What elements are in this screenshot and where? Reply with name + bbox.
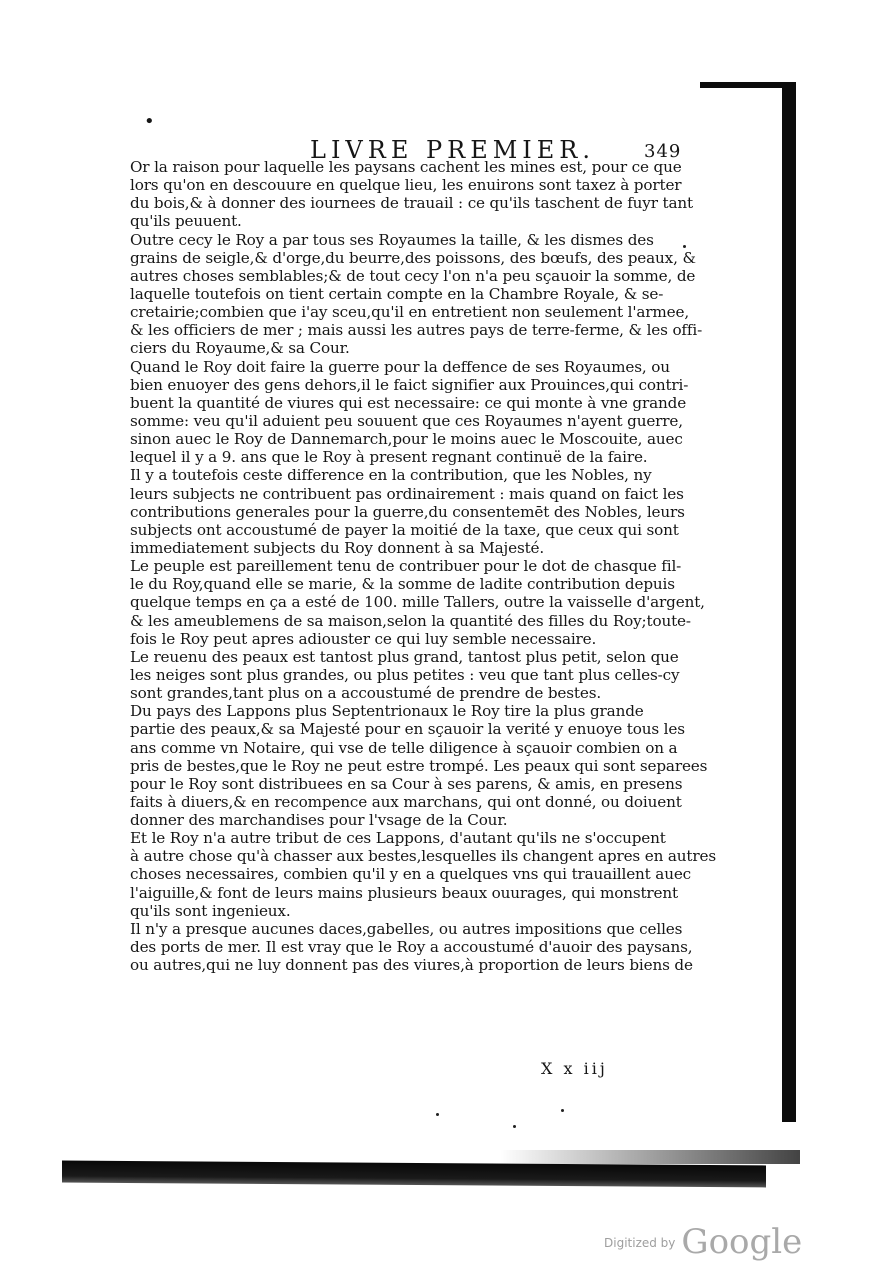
- google-logo: Google: [681, 1222, 803, 1262]
- text-line: autres choses semblables;& de tout cecy l'on n'a peu sçauoir la somme, de: [130, 266, 696, 285]
- text-line: choses necessaires, combien qu'il y en a quelques vns qui trauaillent auec: [130, 865, 692, 884]
- text-line: Outre cecy le Roy a par tous ses Royaumes la taille, & les dismes des: [130, 230, 654, 249]
- text-line: qu'ils sont ingenieux.: [130, 901, 291, 920]
- signature-mark: X x iij: [541, 1059, 608, 1078]
- text-line: Du pays des Lappons plus Septentrionaux le Roy tire la plus grande: [130, 702, 644, 721]
- text-line: Il y a toutefois ceste difference en la contribution, que les Nobles, ny: [130, 466, 652, 485]
- text-line: ans comme vn Notaire, qui vse de telle diligence à sçauoir combien on a: [130, 738, 678, 757]
- digitization-watermark: [604, 1222, 802, 1262]
- text-line: ciers du Royaume,& sa Cour.: [130, 339, 350, 358]
- text-line: des ports de mer. Il est vray que le Roy a accoustumé d'auoir des paysans,: [130, 938, 693, 957]
- text-line: Il n'y a presque aucunes daces,gabelles, ou autres impositions que celles: [130, 919, 683, 938]
- text-line: partie des peaux,& sa Majesté pour en sçauoir la verité y enuoye tous les: [130, 720, 685, 739]
- text-line: subjects ont accoustumé de payer la moitié de la taxe, que ceux qui sont: [130, 520, 679, 539]
- text-line: lequel il y a 9. ans que le Roy à present regnant continuë de la faire.: [130, 448, 648, 467]
- text-line: à autre chose qu'à chasser aux bestes,lesquelles ils changent apres en autres: [130, 847, 716, 866]
- watermark-prefix: Digitized by: [604, 1236, 676, 1250]
- running-title: LIVRE PREMIER.: [310, 136, 595, 164]
- text-line: fois le Roy peut apres adiouster ce qui luy semble necessaire.: [130, 629, 597, 648]
- ink-speck: [561, 1109, 564, 1112]
- text-line: & les officiers de mer ; mais aussi les autres pays de terre-ferme, & les offi-: [130, 321, 703, 340]
- text-line: Or la raison pour laquelle les paysans cachent les mines est, pour ce que: [130, 158, 682, 176]
- text-line: pour le Roy sont distribuees en sa Cour à ses parens, & amis, en presens: [130, 774, 683, 793]
- text-line: le du Roy,quand elle se marie, & la somme de ladite contribution depuis: [130, 575, 675, 594]
- page-number: 349: [644, 141, 682, 162]
- text-line: Et le Roy n'a autre tribut de ces Lappons, d'autant qu'ils ne s'occupent: [130, 829, 666, 848]
- text-line: qu'ils peuuent.: [130, 212, 242, 231]
- text-line: Le reuenu des peaux est tantost plus grand, tantost plus petit, selon que: [130, 647, 679, 666]
- text-line: bien enuoyer des gens dehors,il le faict signifier aux Prouinces,qui contri-: [130, 375, 689, 394]
- text-line: les neiges sont plus grandes, ou plus petites : veu que tant plus celles-cy: [130, 665, 680, 684]
- text-line: & les ameublemens de sa maison,selon la quantité des filles du Roy;toute-: [130, 611, 691, 630]
- text-line: sinon auec le Roy de Dannemarch,pour le moins auec le Moscouite, auec: [130, 430, 683, 449]
- body-text: [130, 158, 716, 975]
- text-line: cretairie;combien que i'ay sceu,qu'il en entretient non seulement l'armee,: [130, 303, 690, 322]
- ink-speck: [683, 245, 686, 248]
- text-line: quelque temps en ça a esté de 100. mille Tallers, outre la vaisselle d'argent,: [130, 593, 705, 612]
- ink-speck: [436, 1113, 439, 1116]
- scan-edge-right: [782, 82, 796, 1122]
- text-line: immediatement subjects du Roy donnent à sa Majesté.: [130, 538, 545, 557]
- text-line: Quand le Roy doit faire la guerre pour la deffence de ses Royaumes, ou: [130, 357, 670, 376]
- text-line: leurs subjects ne contribuent pas ordinairement : mais quand on faict les: [130, 484, 684, 503]
- text-line: du bois,& à donner des iournees de trauail : ce qu'ils taschent de fuyr tant: [130, 194, 693, 213]
- ink-speck: [513, 1125, 516, 1128]
- text-line: contributions generales pour la guerre,du consentemēt des Nobles, leurs: [130, 502, 685, 521]
- text-line: donner des marchandises pour l'vsage de la Cour.: [130, 811, 508, 830]
- text-line: ou autres,qui ne luy donnent pas des viures,à proportion de leurs biens de: [130, 956, 693, 975]
- text-line: Le peuple est pareillement tenu de contribuer pour le dot de chasque fil-: [130, 557, 682, 576]
- ornament-mark: •: [144, 111, 155, 132]
- text-line: laquelle toutefois on tient certain compte en la Chambre Royale, & se-: [130, 284, 664, 303]
- text-line: sont grandes,tant plus on a accoustumé de prendre de bestes.: [130, 684, 602, 703]
- text-line: somme: veu qu'il aduient peu souuent que ces Royaumes n'ayent guerre,: [130, 411, 683, 430]
- text-line: lors qu'on en descouure en quelque lieu, les enuirons sont taxez à porter: [130, 176, 682, 195]
- text-line: l'aiguille,& font de leurs mains plusieurs beaux ouurages, qui monstrent: [130, 883, 678, 902]
- text-line: grains de seigle,& d'orge,du beurre,des poissons, des bœufs, des peaux, &: [130, 248, 696, 267]
- text-line: buent la quantité de viures qui est necessaire: ce qui monte à vne grande: [130, 393, 687, 412]
- text-line: faits à diuers,& en recompence aux marchans, qui ont donné, ou doiuent: [130, 792, 682, 811]
- scan-edge-bottom: [62, 1161, 766, 1188]
- scan-shadow: [500, 1150, 800, 1164]
- text-line: pris de bestes,que le Roy ne peut estre trompé. Les peaux qui sont separees: [130, 756, 708, 775]
